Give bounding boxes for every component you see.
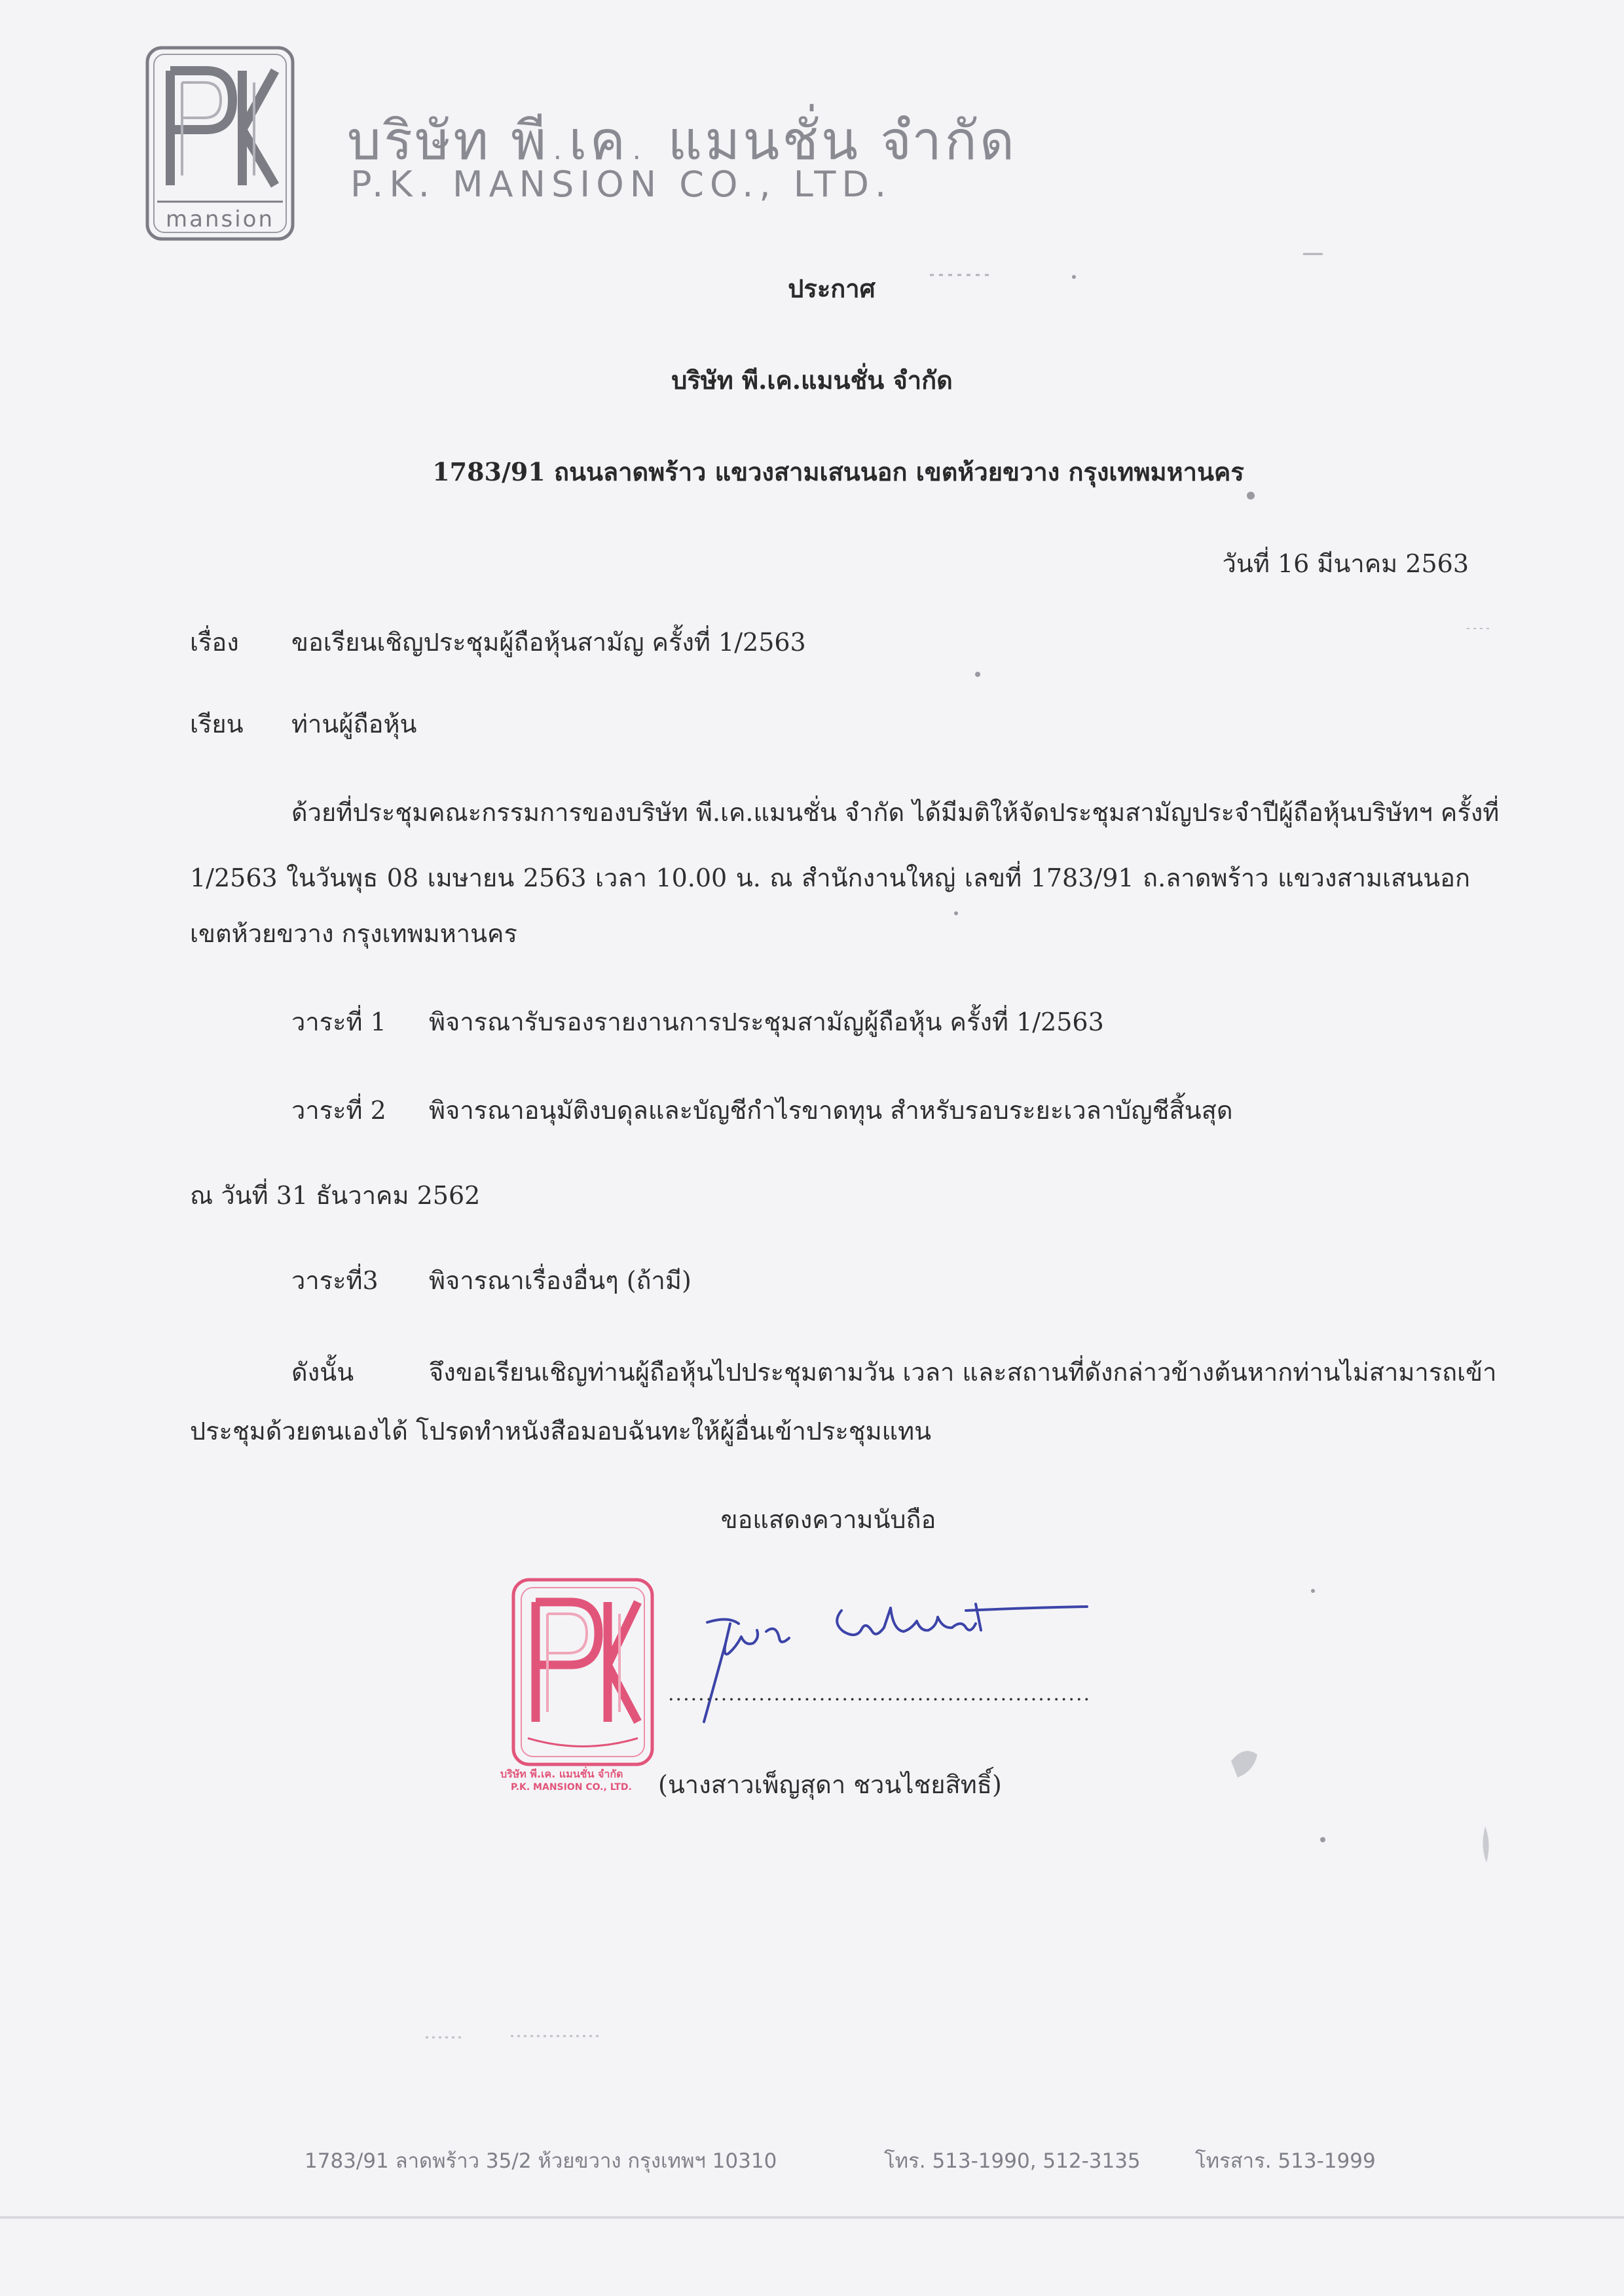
- document-date: วันที่ 16 มีนาคม 2563: [1222, 549, 1469, 578]
- handwritten-signature: [668, 1591, 1100, 1728]
- signature-line: ........................................................: [668, 1683, 1092, 1705]
- stamp-text-english: P.K. MANSION CO., LTD.: [511, 1782, 632, 1793]
- closing-line-1: จึงขอเรียนเชิญท่านผู้ถือหุ้นไปประชุมตามวัน เวลา และสถานที่ดังกล่าวข้างต้นหากท่านไม่สามารถเข้า: [429, 1358, 1497, 1387]
- agenda-1-label: วาระที่ 1: [291, 1008, 386, 1036]
- intro-line-2: 1/2563 ในวันพุธ 08 เมษายน 2563 เวลา 10.00 น. ณ สำนักงานใหญ่ เลขที่ 1783/91 ถ.ลาดพร้าว แขวงสามเสนนอก: [190, 864, 1470, 892]
- footer-address: 1783/91 ลาดพร้าว 35/2 ห้วยขวาง กรุงเทพฯ 10310: [304, 2149, 777, 2173]
- agenda-3-text: พิจารณาเรื่องอื่นๆ (ถ้ามี): [429, 1266, 692, 1295]
- agenda-2-text: พิจารณาอนุมัติงบดุลและบัญชีกำไรขาดทุน สำหรับรอบระยะเวลาบัญชีสิ้นสุด: [429, 1096, 1233, 1125]
- announcement-address: 1783/91 ถนนลาดพร้าว แขวงสามเสนนอก เขตห้วยขวาง กรุงเทพมหานคร: [432, 457, 1244, 486]
- subject-text: ขอเรียนเชิญประชุมผู้ถือหุ้นสามัญ ครั้งที่ 1/2563: [291, 628, 806, 657]
- agenda-1-text: พิจารณารับรองรายงานการประชุมสามัญผู้ถือหุ้น ครั้งที่ 1/2563: [429, 1008, 1104, 1036]
- footer-telephone: โทร. 513-1990, 512-3135: [884, 2149, 1141, 2173]
- announcement-company: บริษัท พี.เค.แมนชั่น จำกัด: [671, 365, 953, 395]
- subject-label: เรื่อง: [190, 628, 239, 657]
- agenda-2-continuation: ณ วันที่ 31 ธันวาคม 2562: [190, 1181, 481, 1210]
- closing-line-2: ประชุมด้วยตนเองได้ โปรดทำหนังสือมอบฉันทะให้ผู้อื่นเข้าประชุมแทน: [190, 1417, 932, 1446]
- agenda-3-label: วาระที่3: [291, 1266, 378, 1295]
- company-name-thai: บริษัท พี.เค. แมนชั่น จำกัด: [347, 110, 1018, 172]
- company-stamp-icon: [508, 1575, 678, 1797]
- agenda-2-label: วาระที่ 2: [291, 1096, 386, 1125]
- announcement-title: ประกาศ: [788, 274, 876, 303]
- signer-name: (นางสาวเพ็ญสุดา ชวนไชยสิทธิ์): [658, 1770, 1002, 1799]
- intro-line-3: เขตห้วยขวาง กรุงเทพมหานคร: [190, 919, 517, 948]
- intro-line-1: ด้วยที่ประชุมคณะกรรมการของบริษัท พี.เค.แมนชั่น จำกัด ได้มีมติให้จัดประชุมสามัญประจำปีผู้ถือหุ้นบริษัทฯ ครั้งที่: [291, 798, 1500, 827]
- closing-label: ดังนั้น: [291, 1358, 354, 1387]
- footer-fax: โทรสาร. 513-1999: [1195, 2149, 1376, 2173]
- company-name-english: P.K. MANSION CO., LTD.: [350, 164, 893, 205]
- regards-text: ขอแสดงความนับถือ: [720, 1505, 936, 1534]
- recipient-label: เรียน: [190, 710, 244, 738]
- recipient-text: ท่านผู้ถือหุ้น: [291, 710, 417, 738]
- pk-mansion-logo-icon: [144, 45, 296, 242]
- logo-text: mansion: [165, 206, 275, 232]
- stamp-text-thai: บริษัท พี.เค. แมนชั่น จำกัด: [500, 1768, 623, 1780]
